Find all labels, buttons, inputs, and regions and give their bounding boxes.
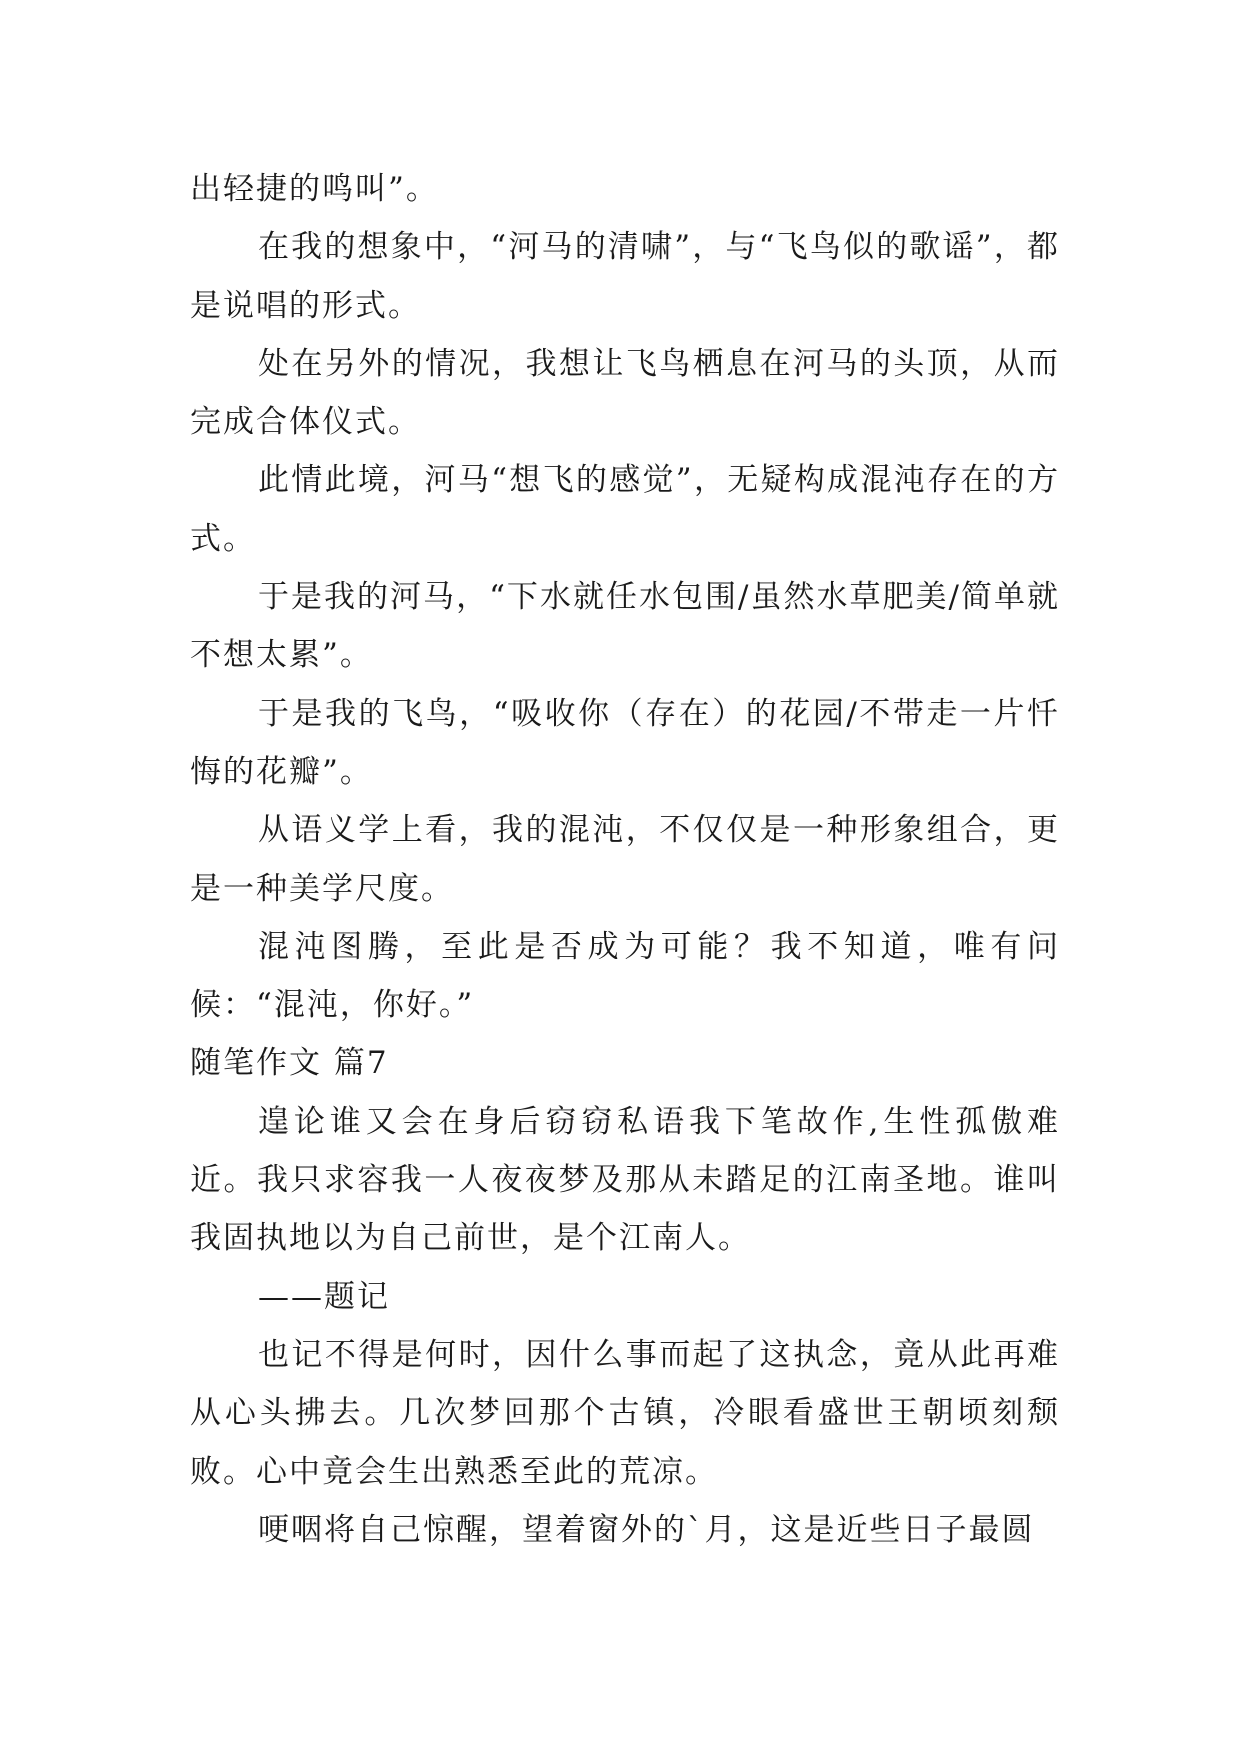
section-heading: 随笔作文 篇7 bbox=[190, 1045, 389, 1082]
paragraph: 遑论谁又会在身后窃窃私语我下笔故作,生性孤傲难近。我只求容我一人夜夜梦及那从未踏足的江南圣地。谁叫我固执地以为自己前世，是个江南人。 bbox=[190, 1103, 1060, 1257]
paragraph: 从语义学上看，我的混沌，不仅仅是一种形象组合，更是一种美学尺度。 bbox=[190, 812, 1060, 907]
paragraph: 在我的想象中，“河马的清啸”，与“飞鸟似的歌谣”，都是说唱的形式。 bbox=[190, 229, 1060, 324]
paragraph: 于是我的飞鸟，“吸收你（存在）的花园/不带走一片忏悔的花瓣”。 bbox=[190, 695, 1060, 790]
paragraph: 也记不得是何时，因什么事而起了这执念，竟从此再难从心头拂去。几次梦回那个古镇，冷眼看盛世王朝顷刻颓败。心中竟会生出熟悉至此的荒凉。 bbox=[190, 1336, 1060, 1490]
document-body bbox=[190, 160, 1060, 1559]
paragraph: 哽咽将自己惊醒，望着窗外的`月，这是近些日子最圆 bbox=[258, 1511, 1035, 1548]
paragraph: 于是我的河马，“下水就任水包围/虽然水草肥美/简单就不想太累”。 bbox=[190, 579, 1060, 674]
paragraph: 此情此境，河马“想飞的感觉”，无疑构成混沌存在的方式。 bbox=[190, 462, 1060, 557]
paragraph-continuation: 出轻捷的鸣叫”。 bbox=[190, 171, 439, 207]
paragraph: 处在另外的情况，我想让飞鸟栖息在河马的头顶，从而完成合体仪式。 bbox=[190, 345, 1060, 441]
epigraph-attribution: ——题记 bbox=[258, 1278, 390, 1315]
paragraph: 混沌图腾，至此是否成为可能？我不知道，唯有问候：“混沌，你好。” bbox=[190, 928, 1060, 1024]
